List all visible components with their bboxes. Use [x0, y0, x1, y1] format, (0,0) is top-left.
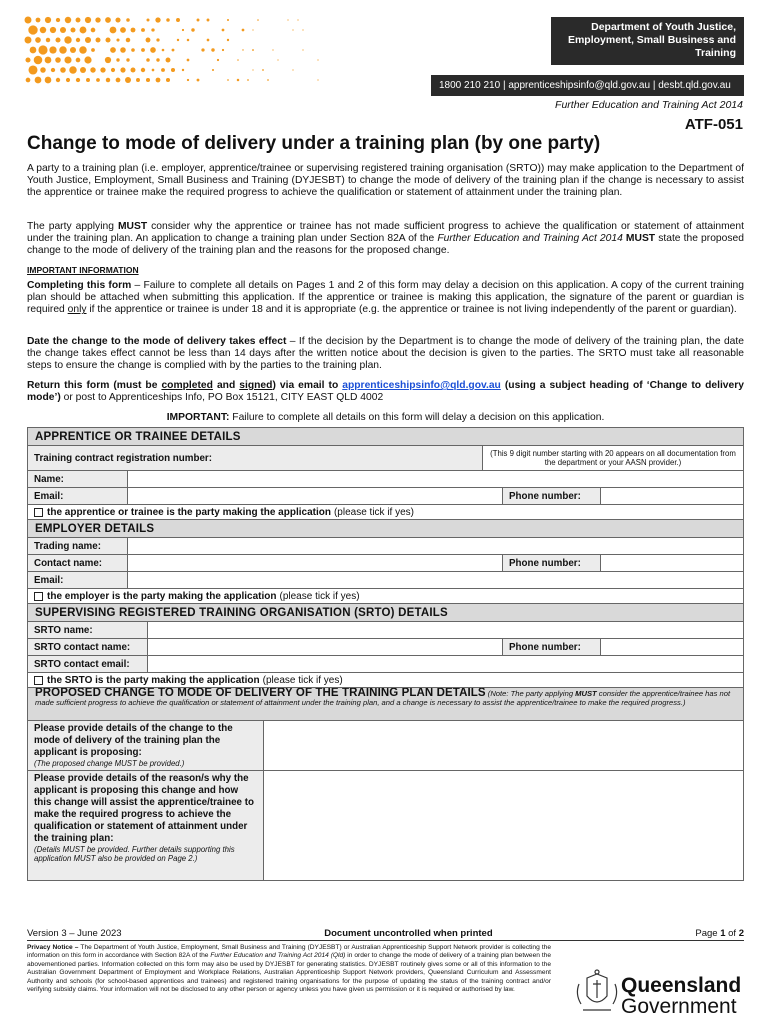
decorative-dot	[156, 78, 161, 83]
decorative-dot	[201, 48, 204, 51]
decorative-dot	[116, 38, 119, 41]
decorative-dot	[64, 36, 71, 43]
reason-note: (Details MUST be provided. Further details supporting this application MUST also be provided on Page 2.)	[34, 845, 235, 863]
decorative-dot	[131, 68, 136, 73]
decorative-dot	[217, 59, 219, 61]
decorative-dot	[126, 38, 131, 43]
decorative-dot	[56, 18, 60, 22]
department-name-line2: Employment, Small Business and Training	[567, 34, 736, 59]
footer-divider	[27, 940, 744, 941]
decorative-dot	[177, 39, 179, 41]
decorative-dot	[50, 27, 56, 33]
apprentice-party-tick-note: (please tick if yes)	[333, 506, 414, 518]
decorative-dot	[91, 28, 96, 33]
decorative-dot	[76, 18, 81, 23]
employer-party-tick-row	[28, 589, 366, 603]
decorative-dot	[136, 78, 140, 82]
decorative-dot	[172, 49, 175, 52]
srto-contact-label: SRTO contact name:	[28, 639, 148, 655]
decorative-dot	[116, 58, 119, 61]
decorative-dot	[211, 48, 214, 51]
decorative-dot	[96, 78, 100, 82]
decorative-dot	[45, 57, 52, 64]
employer-email-field[interactable]	[128, 572, 743, 588]
decorative-dot	[56, 78, 60, 82]
decorative-dot	[96, 38, 101, 43]
decorative-dot	[60, 67, 66, 73]
decorative-dot	[302, 29, 303, 30]
decorative-dot	[65, 17, 71, 23]
decorative-dot	[141, 68, 145, 72]
srto-phone-field[interactable]	[601, 639, 743, 655]
decorative-dot	[277, 59, 278, 60]
proposed-change-label: Please provide details of the change to the mode of delivery of the training plan the applicant is proposing:	[34, 723, 233, 758]
decorative-dot	[69, 66, 76, 73]
decorative-dot	[166, 78, 170, 82]
decorative-dot	[131, 28, 136, 33]
decorative-dot	[76, 38, 80, 42]
decorative-dot	[257, 19, 259, 21]
email-link[interactable]: apprenticeshipsinfo@qld.gov.au	[342, 380, 501, 391]
contact-bar: 1800 210 210 | apprenticeshipsinfo@qld.gov.au | desbt.qld.gov.au	[431, 75, 744, 96]
srto-party-tick-note: (please tick if yes)	[262, 674, 343, 686]
srto-contact-field[interactable]	[148, 639, 503, 655]
decorative-dot	[302, 49, 303, 50]
srto-party-tick-label: the SRTO is the party making the application	[47, 674, 260, 686]
decorative-dot	[146, 58, 150, 62]
decorative-dot	[317, 59, 318, 60]
decorative-dot	[76, 78, 80, 82]
apprentice-phone-field[interactable]	[601, 488, 743, 504]
decorative-dot	[222, 49, 224, 51]
decorative-dot	[36, 18, 41, 23]
reason-label: Please provide details of the reason/s why the applicant is proposing this change and how this change will assist the apprentice/trainee to make the required progress to achieve the qualification or statement of attainment under the training plan:	[34, 773, 254, 844]
privacy-notice: Privacy Notice – The Department of Youth Justice, Employment, Small Business and Training (DYJESBT) or Australian Apprenticeship Support Network provider is collecting the information on this form in accordance with Section 82A of the Further Education and Training Act 2014 (Qld) in order to change the mode of delivery of a training plan between the abovementioned parties. Information collected on this form may also be used by DYJESBT for generating statistics. DYJESBT routinely gives some or all of this information to the Australian Government Department of Employment and Workplace Relations, Australian Apprenticeship Support Network providers, Queensland Curriculum and Assessment Authority and schools (for school-based apprentices and trainees) and registered training organisations for the purpose of updating the status of the training contract and/or verifying subsidy claims. Your information will not be disclosed to any other person or agency unless you have given us permission or it is required or authorised by law.	[27, 944, 552, 994]
decorative-dot	[85, 37, 91, 43]
decorative-dot	[80, 27, 87, 34]
reason-label-cell	[28, 771, 264, 880]
intro-paragraph-1: A party to a training plan (i.e. employer, apprentice/trainee or supervising registered training organisation (SRTO)) may make application to the Department of Youth Justice, Employment, Small Business and Training (DYJESBT) to change the mode of delivery of the training plan if the change is necessary to assist the apprentice or trainee make the required progress to achieve the qualification or statement of attainment under the training plan.	[27, 163, 744, 199]
decorative-dot	[79, 46, 87, 54]
decorative-dot	[110, 27, 117, 34]
decorative-dot	[156, 38, 159, 41]
decorative-dot	[51, 68, 55, 72]
decorative-dot	[85, 17, 91, 23]
decorative-dot	[120, 47, 126, 53]
form-code: ATF-051	[684, 116, 743, 133]
decorative-dot	[25, 37, 32, 44]
decorative-dot	[146, 18, 149, 21]
proposed-change-field[interactable]	[264, 721, 743, 770]
decorative-dot	[166, 18, 170, 22]
proposed-section-heading: PROPOSED CHANGE TO MODE OF DELIVERY OF THE TRAINING PLAN DETAILS (Note: The party applying MUST consider the apprentice/trainee has not made sufficient progress to achieve the qualification or statement of attainment under the training plan, and a change is necessary to assist the apprentice/trainee to make the required progress.)	[28, 688, 743, 721]
decorative-dot	[66, 78, 70, 82]
decorative-dot	[125, 77, 131, 83]
decorative-dot	[45, 77, 52, 84]
date-change-paragraph: Date the change to the mode of delivery takes effect – If the decision by the Department is to change the mode of delivery of the training plan, the date the change takes effect cannot be less than 14 days after the written notice about the decision is given to the parties. The SRTO must take all reasonable steps to ensure the change is complied with by the parties to the training plan.	[27, 336, 744, 372]
decorative-dot	[141, 48, 145, 52]
decorative-dot	[171, 68, 175, 72]
srto-phone-label: Phone number:	[503, 639, 601, 655]
decorative-dot	[197, 79, 200, 82]
decorative-dot	[131, 48, 135, 52]
decorative-dot	[191, 28, 194, 31]
decorative-dot	[242, 49, 243, 50]
decorative-dot	[91, 48, 95, 52]
employer-party-tick-label: the employer is the party making the application	[47, 590, 277, 602]
act-reference: Further Education and Training Act 2014	[555, 99, 743, 111]
trading-name-label: Trading name:	[28, 538, 128, 554]
decorative-dot	[59, 46, 66, 53]
decorative-dot	[49, 46, 56, 53]
apprentice-name-label: Name:	[28, 471, 128, 487]
decorative-dot	[30, 47, 37, 54]
decorative-dot	[207, 39, 210, 42]
decorative-dot	[207, 19, 210, 22]
apprentice-phone-label: Phone number:	[503, 488, 601, 504]
decorative-dot	[152, 69, 155, 72]
decorative-dot	[317, 79, 318, 80]
decorative-dot	[100, 67, 105, 72]
apprentice-party-tick-row	[28, 505, 420, 519]
decorative-dot	[227, 39, 229, 41]
decorative-dot	[187, 59, 190, 62]
completing-paragraph: Completing this form – Failure to complete all details on Pages 1 and 2 of this form may delay a decision on this application. A copy of the current training plan should be attached when submitting this application. If the apprentice or trainee is making this application, the signature of the parent or guardian is required only if the apprentice or trainee is under 18 and it is appropriate (e.g. the apprentice or trainee is not living independently of the parent or guardian).	[27, 280, 744, 316]
decorative-dot	[187, 39, 190, 42]
return-paragraph: Return this form (must be completed and signed) via email to apprenticeshipsinfo@qld.gov.au (using a subject heading of ‘Change to delivery mode’) or post to Apprenticeships Info, PO Box 15121, CITY EAST QLD 4002	[27, 380, 744, 404]
decorative-dot	[287, 19, 288, 20]
decorative-dot	[197, 19, 200, 22]
decorative-dot	[146, 78, 150, 82]
decorative-dot	[34, 56, 43, 65]
trading-name-field[interactable]	[128, 538, 743, 554]
decorative-dot	[35, 37, 41, 43]
contract-number-note: (This 9 digit number starting with 20 appears on all documentation from the department or your AASN provider.)	[490, 448, 736, 467]
decorative-dot	[105, 57, 111, 63]
page-title: Change to mode of delivery under a training plan (by one party)	[27, 133, 601, 154]
employer-contact-label: Contact name:	[28, 555, 128, 571]
decorative-dot	[297, 19, 298, 20]
decorative-dot	[105, 17, 111, 23]
srto-section-heading: SUPERVISING REGISTERED TRAINING ORGANISATION (SRTO) DETAILS	[28, 604, 743, 622]
decorative-dot	[95, 17, 100, 22]
proposed-change-note: (The proposed change MUST be provided.)	[34, 759, 185, 768]
version-label: Version 3 – June 2023	[27, 928, 122, 939]
important-warning: IMPORTANT: Failure to complete all details on this form will delay a decision on this application.	[166, 412, 605, 423]
decorative-dot	[84, 56, 91, 63]
decorative-dot	[40, 27, 46, 33]
decorative-dot	[38, 45, 47, 54]
decorative-dot	[25, 17, 32, 24]
srto-email-label: SRTO contact email:	[28, 656, 148, 672]
decorative-dot	[292, 69, 293, 70]
employer-party-checkbox[interactable]	[34, 592, 43, 601]
decorative-dot	[126, 18, 130, 22]
decorative-dot	[120, 67, 125, 72]
queensland-government-wordmark: Queensland Government	[621, 974, 742, 1018]
proposed-change-label-cell	[28, 721, 264, 770]
apprentice-email-label: Email:	[28, 488, 128, 504]
intro-paragraph-2: The party applying MUST consider why the apprentice or trainee has not made sufficient progress to achieve the qualification or statement of attainment under the training plan. An application to change a training plan under Section 82A of the Further Education and Training Act 2014 MUST state the proposed change to the mode of delivery of the training plan and the reasons for the proposed change.	[27, 221, 744, 257]
contract-number-label: Training contract registration number:	[28, 446, 483, 470]
decorative-dot	[55, 57, 61, 63]
decorative-dot	[272, 49, 273, 50]
decorative-dot	[106, 78, 110, 82]
apprentice-email-field[interactable]	[128, 488, 503, 504]
employer-party-tick-note: (please tick if yes)	[279, 590, 360, 602]
apprentice-section-heading: APPRENTICE OR TRAINEE DETAILS	[28, 428, 743, 446]
decorative-dot	[28, 25, 37, 34]
decorative-dot	[247, 79, 249, 81]
decorative-dot	[161, 68, 165, 72]
srto-name-field[interactable]	[148, 622, 743, 638]
employer-section-heading: EMPLOYER DETAILS	[28, 520, 743, 538]
decorative-dot	[222, 29, 225, 32]
decorative-dot	[252, 49, 254, 51]
apprentice-party-tick-label: the apprentice or trainee is the party making the application	[47, 506, 331, 518]
page-number: Page 1 of 2	[695, 928, 744, 939]
decorative-dot	[45, 17, 51, 23]
srto-email-field[interactable]	[148, 656, 743, 672]
decorative-dot	[105, 37, 110, 42]
decorative-dot	[26, 78, 31, 83]
employer-phone-label: Phone number:	[503, 555, 601, 571]
decorative-dot	[227, 19, 229, 21]
decorative-dot	[115, 17, 120, 22]
decorative-dot	[187, 79, 189, 81]
decorative-dot	[46, 38, 50, 42]
decorative-dot	[182, 69, 184, 71]
decorative-dot	[162, 49, 165, 52]
employer-phone-field[interactable]	[601, 555, 743, 571]
decorative-dot	[292, 29, 293, 30]
decorative-dot	[237, 79, 240, 82]
decorative-dot	[156, 58, 159, 61]
srto-party-checkbox[interactable]	[34, 676, 43, 685]
decorative-dot	[71, 28, 76, 33]
apprentice-name-field[interactable]	[128, 471, 743, 487]
employer-email-label: Email:	[28, 572, 128, 588]
decorative-dot	[237, 59, 239, 61]
department-name-line1: Department of Youth Justice,	[591, 21, 736, 33]
employer-contact-field[interactable]	[128, 555, 503, 571]
decorative-dot	[110, 47, 116, 53]
decorative-dot	[252, 69, 253, 70]
apprentice-party-checkbox[interactable]	[34, 508, 43, 517]
decorative-dot	[76, 58, 81, 63]
reason-field[interactable]	[264, 771, 743, 880]
decorative-dot	[182, 29, 184, 31]
decorative-dot	[151, 28, 154, 31]
decorative-dot	[252, 29, 253, 30]
important-information-label: IMPORTANT INFORMATION	[27, 265, 139, 275]
decorative-dot	[146, 38, 151, 43]
decorative-dot	[111, 68, 115, 72]
srto-party-tick-row	[28, 673, 349, 687]
decorative-dot	[116, 78, 121, 83]
decorative-dot	[126, 58, 129, 61]
application-form	[27, 427, 744, 881]
decorative-dot	[70, 47, 76, 53]
uncontrolled-label: Document uncontrolled when printed	[324, 928, 493, 939]
decorative-dot	[40, 67, 46, 73]
decorative-dot	[28, 65, 37, 74]
decorative-dot	[227, 79, 229, 81]
srto-name-label: SRTO name:	[28, 622, 148, 638]
decorative-dot	[155, 17, 160, 22]
decorative-dot	[80, 67, 86, 73]
decorative-dot	[35, 77, 42, 84]
decorative-dot	[60, 27, 66, 33]
decorative-dot	[150, 47, 156, 53]
decorative-dot	[267, 79, 269, 81]
decorative-dot	[64, 56, 71, 63]
decorative-dot	[120, 27, 126, 33]
decorative-dot	[212, 69, 214, 71]
decorative-dot	[176, 18, 180, 22]
decorative-dot-pattern	[22, 14, 322, 86]
department-banner	[551, 17, 744, 65]
decorative-dot	[166, 58, 171, 63]
decorative-dot	[90, 67, 95, 72]
decorative-dot	[242, 29, 245, 32]
decorative-dot	[141, 28, 145, 32]
decorative-dot	[25, 57, 30, 62]
footer-bar	[27, 928, 744, 939]
decorative-dot	[55, 37, 60, 42]
decorative-dot	[86, 78, 90, 82]
decorative-dot	[262, 69, 264, 71]
